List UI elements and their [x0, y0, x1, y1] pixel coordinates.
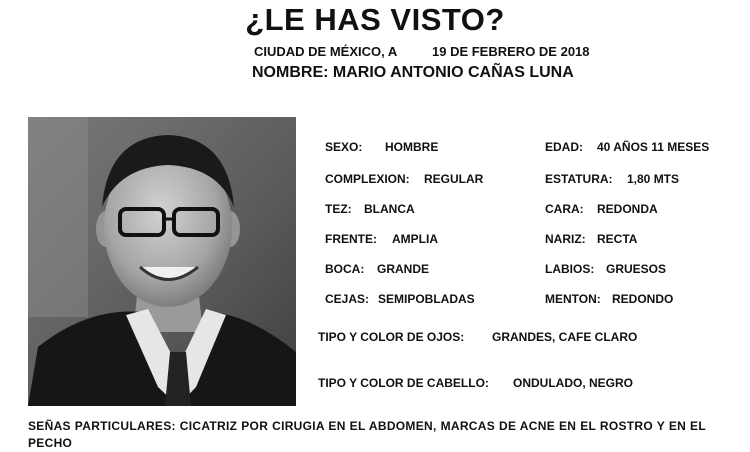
cara-value: REDONDA — [597, 202, 658, 216]
person-name — [252, 64, 574, 82]
sexo-label: SEXO: — [325, 140, 363, 154]
menton-value: REDONDO — [612, 292, 674, 306]
complexion-value: REGULAR — [424, 172, 484, 186]
frente-value: AMPLIA — [392, 232, 438, 246]
distinguishing-marks: SEÑAS PARTICULARES: CICATRIZ POR CIRUGIA EN EL ABDOMEN, MARCAS DE ACNE EN EL ROSTRO Y EN EL PECHO — [28, 419, 706, 450]
cara-label: CARA: — [545, 202, 584, 216]
labios-value: GRUESOS — [606, 262, 667, 276]
estatura-value: 1,80 MTS — [627, 172, 680, 186]
tez-label: TEZ: — [325, 202, 352, 216]
name-label: NOMBRE: — [252, 64, 329, 81]
cabello-label: TIPO Y COLOR DE CABELLO: — [318, 376, 489, 390]
edad-value: 40 AÑOS 11 MESES — [597, 140, 710, 154]
cabello-value: ONDULADO, NEGRO — [513, 376, 633, 390]
boca-label: BOCA: — [325, 262, 365, 276]
date-line: 19 DE FEBRERO DE 2018 — [432, 44, 590, 59]
sexo-value: HOMBRE — [385, 140, 439, 154]
cejas-label: CEJAS: — [325, 292, 370, 306]
frente-label: FRENTE: — [325, 232, 377, 246]
boca-value: GRANDE — [377, 262, 430, 276]
city-line: CIUDAD DE MÉXICO, A — [254, 44, 398, 59]
estatura-label: ESTATURA: — [545, 172, 613, 186]
nariz-value: RECTA — [597, 232, 638, 246]
edad-label: EDAD: — [545, 140, 583, 154]
nariz-label: NARIZ: — [545, 232, 586, 246]
ojos-label: TIPO Y COLOR DE OJOS: — [318, 330, 465, 344]
complexion-label: COMPLEXION: — [325, 172, 410, 186]
cejas-value: SEMIPOBLADAS — [378, 292, 475, 306]
labios-label: LABIOS: — [545, 262, 595, 276]
person-photo — [28, 117, 296, 406]
ojos-value: GRANDES, CAFE CLARO — [492, 330, 638, 344]
poster-title: ¿LE HAS VISTO? — [245, 2, 505, 37]
name-value: MARIO ANTONIO CAÑAS LUNA — [332, 64, 574, 81]
tez-value: BLANCA — [364, 202, 415, 216]
menton-label: MENTON: — [545, 292, 601, 306]
